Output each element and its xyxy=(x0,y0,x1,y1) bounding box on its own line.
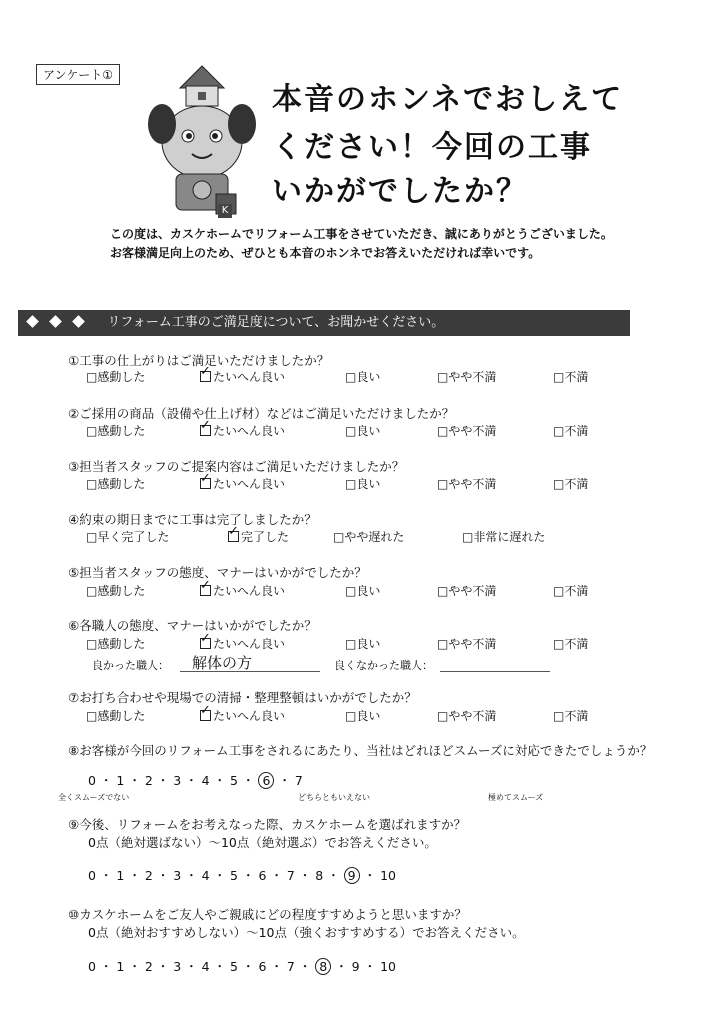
scale-value[interactable]: 5 xyxy=(230,868,238,883)
mascot-illustration xyxy=(140,62,265,222)
q8-scale: 0 ・ 1 ・ 2 ・ 3 ・ 4 ・ 5 ・ 6 ・ 7 xyxy=(88,773,303,788)
q5-option-2[interactable]: ✓ たいへん良い xyxy=(200,582,285,599)
q1-option-3[interactable]: □良い xyxy=(345,370,381,384)
scale-value[interactable]: 3 xyxy=(173,959,182,974)
diamond-icon xyxy=(49,315,62,328)
q5-option-3[interactable]: □良い xyxy=(345,584,381,598)
q5-option-4[interactable]: □やや不満 xyxy=(437,584,497,598)
good-worker-label: 良かった職人： xyxy=(92,659,169,672)
good-worker-value[interactable]: 解体の方 xyxy=(192,654,253,672)
scale-value[interactable]: 1 xyxy=(116,868,125,883)
title-line-1: 本音のホンネでおしえて xyxy=(272,82,624,117)
intro-line-2: お客様満足向上のため、ぜひとも本音のホンネでお答えいただければ幸いです。 xyxy=(110,246,541,260)
section-title: リフォーム工事のご満足度について、お聞かせください。 xyxy=(107,315,445,330)
q5-option-1[interactable]: □感動した xyxy=(86,584,146,598)
scale-value-selected[interactable]: 6 xyxy=(258,772,274,789)
q2-option-2[interactable]: ✓ たいへん良い xyxy=(200,422,285,439)
scale-value[interactable]: 7 xyxy=(294,773,303,788)
scale-value[interactable]: 10 xyxy=(380,959,396,974)
q4-option-3[interactable]: □やや遅れた xyxy=(333,530,405,544)
q1-option-4[interactable]: □やや不満 xyxy=(437,370,497,384)
q3-option-5[interactable]: □不満 xyxy=(553,477,589,491)
diamond-icon xyxy=(26,315,39,328)
q4-option-4[interactable]: □非常に遅れた xyxy=(462,530,546,544)
q3-option-1[interactable]: □感動した xyxy=(86,477,146,491)
checkbox-checked-icon xyxy=(200,478,211,489)
q6-option-1[interactable]: □感動した xyxy=(86,637,146,651)
scale-value[interactable]: 2 xyxy=(144,773,153,788)
scale-value[interactable]: 3 xyxy=(173,868,182,883)
q3-option-3[interactable]: □良い xyxy=(345,477,381,491)
q2-option-3[interactable]: □良い xyxy=(345,424,381,438)
q3-option-4[interactable]: □やや不満 xyxy=(437,477,497,491)
scale-value[interactable]: 1 xyxy=(116,959,125,974)
diamond-icon xyxy=(72,315,85,328)
question-7: ⑦お打ち合わせや現場での清掃・整理整頓はいかがでしたか？ xyxy=(68,690,417,705)
bad-worker-label: 良くなかった職人： xyxy=(334,659,433,672)
q1-option-5[interactable]: □不満 xyxy=(553,370,589,384)
checkbox-checked-icon xyxy=(200,371,211,382)
survey-tag: アンケート① xyxy=(36,64,120,85)
scale-value-selected[interactable]: 8 xyxy=(315,958,331,975)
question-6: ⑥各職人の態度、マナーはいかがでしたか？ xyxy=(68,618,317,633)
q2-option-1[interactable]: □感動した xyxy=(86,424,146,438)
scale-value[interactable]: 5 xyxy=(230,773,238,788)
scale-value[interactable]: 9 xyxy=(351,959,360,974)
good-worker-line xyxy=(180,671,320,672)
q8-label-mid: どちらともいえない xyxy=(298,793,370,802)
q10-scale: 0 ・ 1 ・ 2 ・ 3 ・ 4 ・ 5 ・ 6 ・ 7 ・ 8 ・ 9 ・ 10 xyxy=(88,959,396,974)
question-5: ⑤担当者スタッフの態度、マナーはいかがでしたか？ xyxy=(68,565,367,580)
question-1: ①工事の仕上がりはご満足いただけましたか？ xyxy=(68,353,330,368)
scale-value[interactable]: 7 xyxy=(286,959,295,974)
scale-value[interactable]: 2 xyxy=(144,868,153,883)
q5-option-5[interactable]: □不満 xyxy=(553,584,589,598)
checkbox-checked-icon xyxy=(200,585,211,596)
q6-option-3[interactable]: □良い xyxy=(345,637,381,651)
q7-option-3[interactable]: □良い xyxy=(345,709,381,723)
checkbox-checked-icon xyxy=(200,425,211,436)
title-line-3: いかがでしたか？ xyxy=(272,174,528,209)
q7-option-4[interactable]: □やや不満 xyxy=(437,709,497,723)
scale-value[interactable]: 0 xyxy=(88,959,96,974)
question-9: ⑨今後、リフォームをお考えなった際、カスケホームを選ばれますか？ xyxy=(68,817,467,832)
q2-option-5[interactable]: □不満 xyxy=(553,424,589,438)
mascot-badge: K xyxy=(218,204,232,218)
scale-value[interactable]: 0 xyxy=(88,773,96,788)
scale-value[interactable]: 3 xyxy=(173,773,182,788)
scale-value[interactable]: 8 xyxy=(315,868,324,883)
question-10: ⑩カスケホームをご友人やご親戚にどの程度すすめようと思いますか？ xyxy=(68,907,467,922)
question-9-subtext: 0点（絶対選ばない）～10点（絶対選ぶ）でお答えください。 xyxy=(88,835,437,850)
question-2: ②ご採用の商品（設備や仕上げ材）などはご満足いただけましたか？ xyxy=(68,406,455,421)
question-3: ③担当者スタッフのご提案内容はご満足いただけましたか？ xyxy=(68,459,405,474)
q7-option-2[interactable]: ✓ たいへん良い xyxy=(200,707,285,724)
scale-value[interactable]: 6 xyxy=(258,868,267,883)
scale-value[interactable]: 4 xyxy=(201,959,210,974)
question-4: ④約束の期日までに工事は完了しましたか？ xyxy=(68,512,317,527)
q3-option-2[interactable]: ✓ たいへん良い xyxy=(200,475,285,492)
title-line-2: ください！今回の工事 xyxy=(272,130,592,165)
q1-option-2[interactable]: ✓ たいへん良い xyxy=(200,368,285,385)
question-8: ⑧お客様が今回のリフォーム工事をされるにあたり、当社はどれほどスムーズに対応できたでしょうか？ xyxy=(68,743,653,758)
scale-value[interactable]: 2 xyxy=(144,959,153,974)
bad-worker-line xyxy=(440,671,550,672)
q9-scale: 0 ・ 1 ・ 2 ・ 3 ・ 4 ・ 5 ・ 6 ・ 7 ・ 8 ・ 9 ・ 10 xyxy=(88,868,396,883)
q8-label-left: 全くスムーズでない xyxy=(58,793,130,802)
scale-value[interactable]: 1 xyxy=(116,773,125,788)
checkbox-checked-icon xyxy=(200,710,211,721)
scale-value[interactable]: 4 xyxy=(201,773,210,788)
q7-option-5[interactable]: □不満 xyxy=(553,709,589,723)
scale-value[interactable]: 4 xyxy=(201,868,210,883)
checkbox-checked-icon xyxy=(200,638,211,649)
question-10-subtext: 0点（絶対おすすめしない）～10点（強くおすすめする）でお答えください。 xyxy=(88,925,525,940)
q4-option-2[interactable]: ✓ 完了した xyxy=(228,528,289,545)
section-header xyxy=(18,310,630,336)
q2-option-4[interactable]: □やや不満 xyxy=(437,424,497,438)
scale-value[interactable]: 6 xyxy=(258,959,267,974)
q6-option-2[interactable]: ✓ たいへん良い xyxy=(200,635,285,652)
scale-value[interactable]: 0 xyxy=(88,868,96,883)
q1-option-1[interactable]: □感動した xyxy=(86,370,146,384)
q8-label-right: 極めてスムーズ xyxy=(488,793,544,802)
scale-value-selected[interactable]: 9 xyxy=(344,867,360,884)
q7-option-1[interactable]: □感動した xyxy=(86,709,146,723)
intro-line-1: この度は、カスケホームでリフォーム工事をさせていただき、誠にありがとうございました。 xyxy=(110,227,613,241)
scale-value[interactable]: 5 xyxy=(230,959,238,974)
scale-value[interactable]: 7 xyxy=(286,868,295,883)
scale-value[interactable]: 10 xyxy=(380,868,396,883)
q6-option-5[interactable]: □不満 xyxy=(553,637,589,651)
q4-option-1[interactable]: □早く完了した xyxy=(86,530,170,544)
checkbox-checked-icon xyxy=(228,531,239,542)
q6-option-4[interactable]: □やや不満 xyxy=(437,637,497,651)
